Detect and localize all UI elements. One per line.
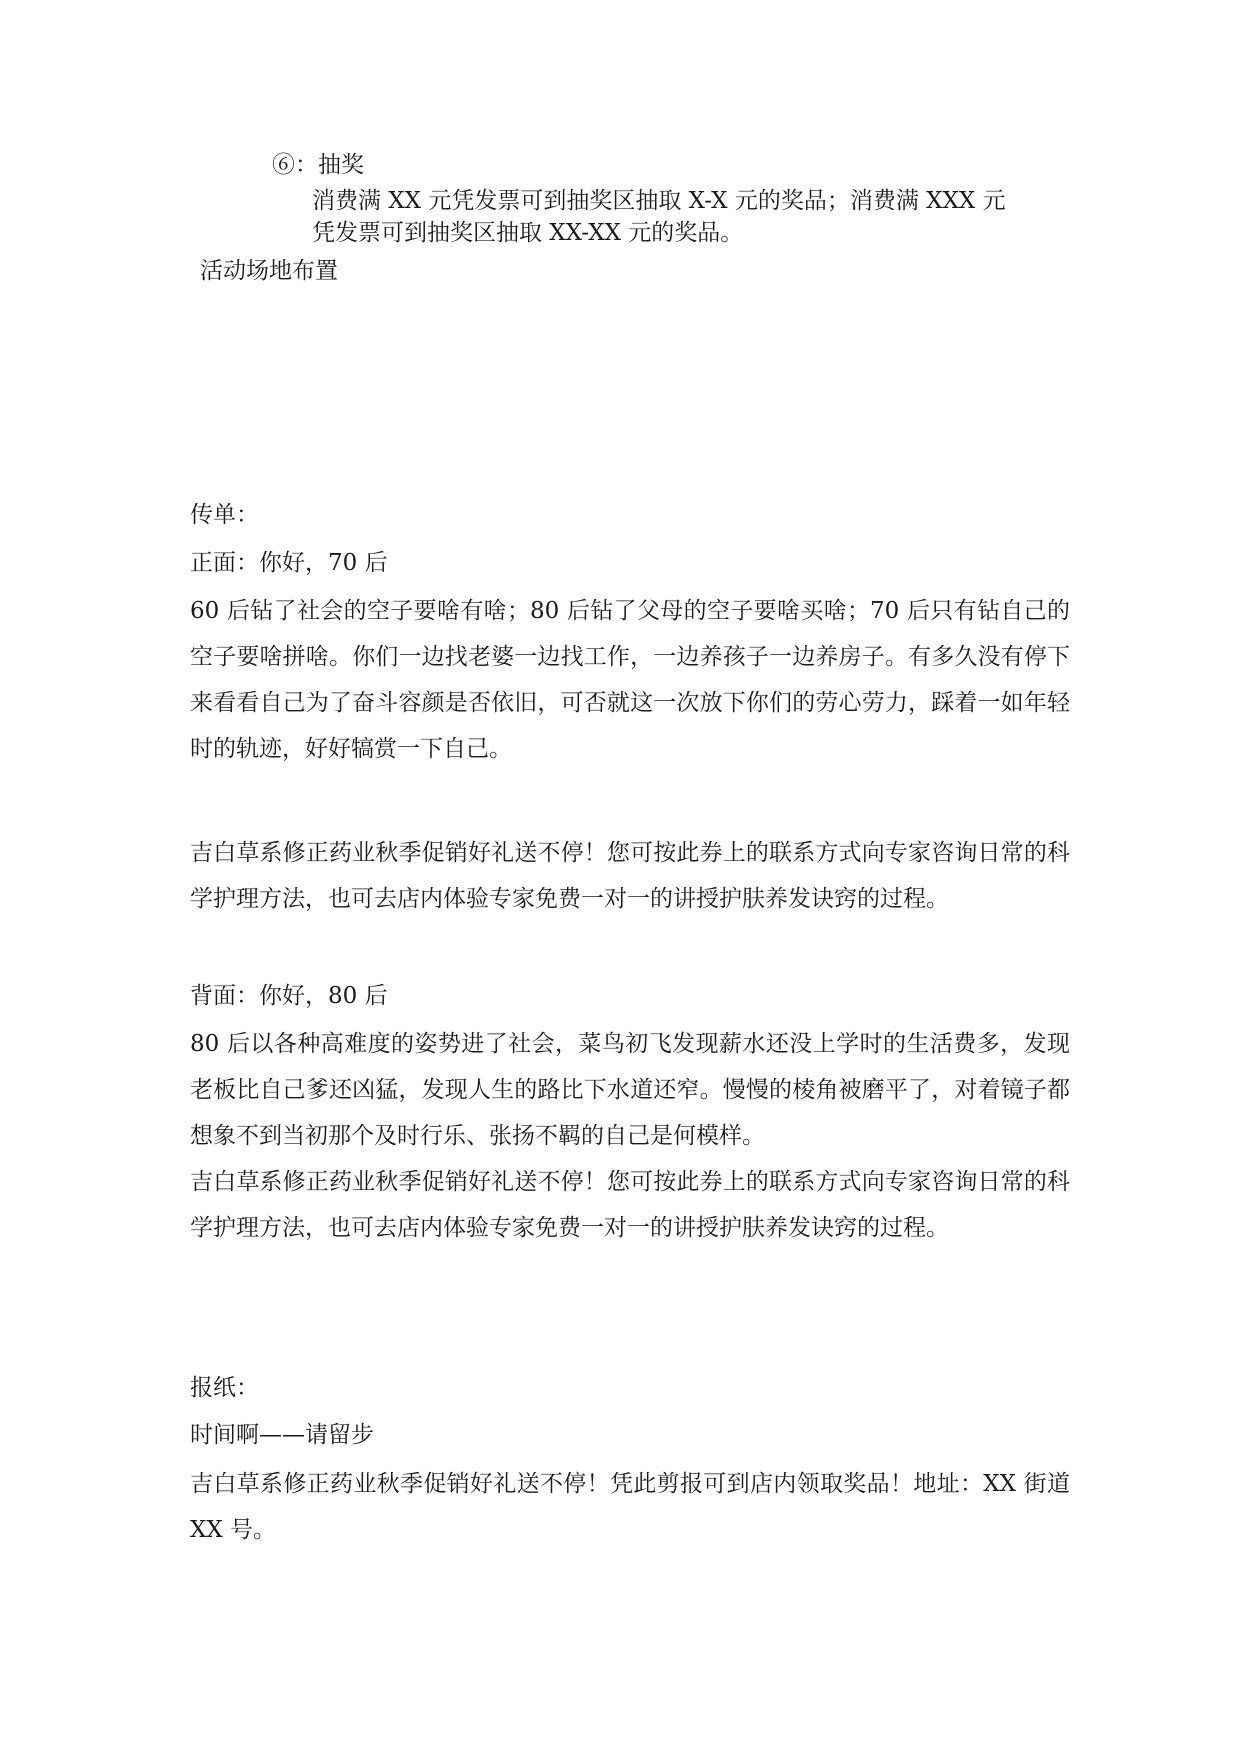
- newspaper-body: 吉白草系修正药业秋季促销好礼送不停！凭此剪报可到店内领取奖品！地址：XX 街道 XX 号。: [190, 1471, 1070, 1543]
- lottery-description-line-2: 凭发票可到抽奖区抽取 XX-XX 元的奖品。: [312, 220, 744, 246]
- newspaper-headline: 时间啊——请留步: [190, 1422, 374, 1448]
- newspaper-title: 报纸：: [190, 1375, 259, 1401]
- flyer-front-body: 60 后钻了社会的空子要啥有啥；80 后钻了父母的空子要啥买啥；70 后只有钻自己的空子要啥拼啥。你们一边找老婆一边找工作，一边养孩子一边养房子。有多久没有停下来看看自己为了奋斗容颜是否依旧，可否就这一次放下你们的劳心劳力，踩着一如年轻时的轨迹，好好犒赏一下自己。: [190, 598, 1070, 762]
- lottery-description-line-1: 消费满 XX 元凭发票可到抽奖区抽取 X-X 元的奖品；消费满 XXX 元: [312, 188, 1006, 214]
- venue-heading: 活动场地布置: [200, 258, 338, 284]
- flyer-front-heading: 正面：你好，70 后: [190, 550, 388, 576]
- flyer-front-promo: 吉白草系修正药业秋季促销好礼送不停！您可按此券上的联系方式向专家咨询日常的科学护理方法，也可去店内体验专家免费一对一的讲授护肤养发诀窍的过程。: [190, 840, 1070, 912]
- flyer-back-promo: 吉白草系修正药业秋季促销好礼送不停！您可按此券上的联系方式向专家咨询日常的科学护理方法，也可去店内体验专家免费一对一的讲授护肤养发诀窍的过程。: [190, 1169, 1070, 1241]
- flyer-title: 传单：: [190, 502, 259, 528]
- flyer-back-body: 80 后以各种高难度的姿势进了社会，菜鸟初飞发现薪水还没上学时的生活费多，发现老板比自己爹还凶猛，发现人生的路比下水道还窄。慢慢的棱角被磨平了，对着镜子都想象不到当初那个及时行乐、张扬不羁的自己是何模样。: [190, 1031, 1070, 1149]
- lottery-item-label: ⑥：抽奖: [272, 152, 364, 178]
- flyer-back-heading: 背面：你好，80 后: [190, 983, 388, 1009]
